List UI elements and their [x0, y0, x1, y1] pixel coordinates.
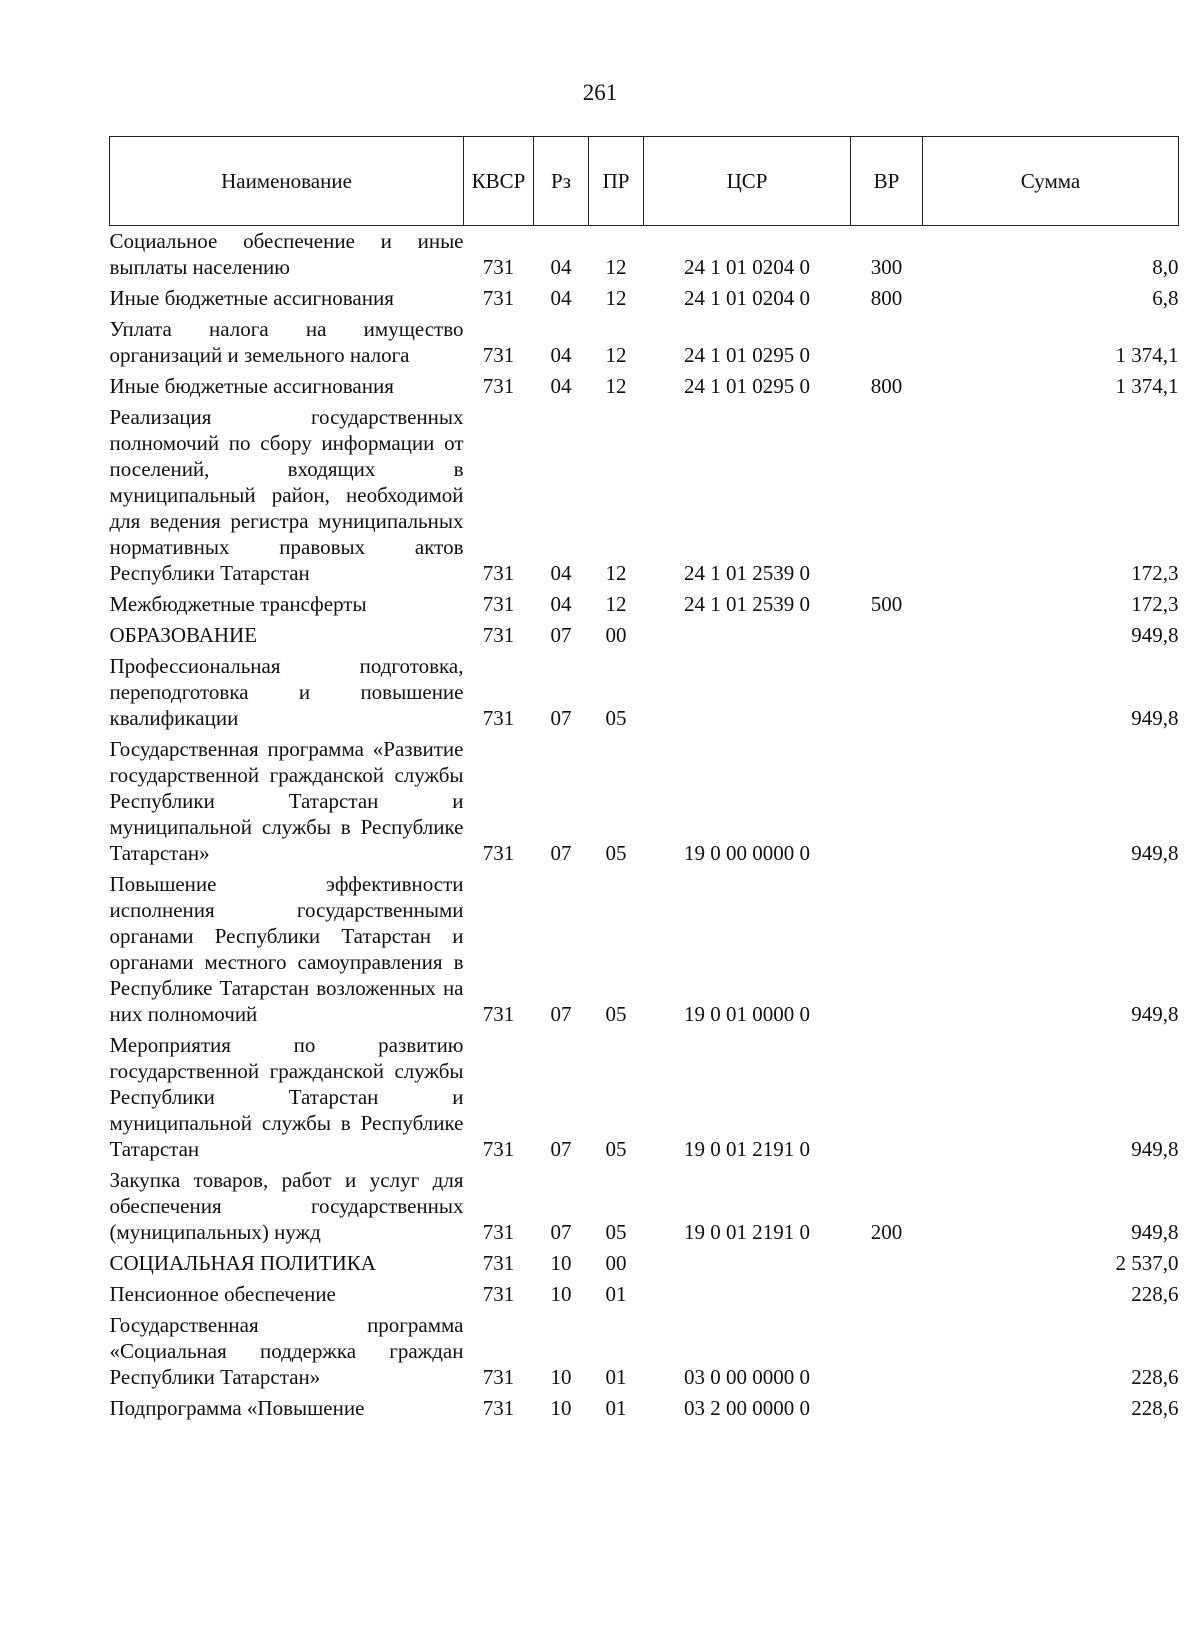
table-body: [110, 226, 1179, 1425]
header-kvsr: КВСР: [464, 137, 534, 226]
cell-rz: 07: [550, 841, 572, 865]
cell-kvsr: 731: [482, 1002, 515, 1026]
cell-kvsr: 731: [482, 374, 515, 398]
cell-name: Государственная программа «Социальная поддержка граждан Республики Татарстан»: [109, 1313, 464, 1389]
cell-vr: [851, 651, 923, 734]
cell-name: СОЦИАЛЬНАЯ ПОЛИТИКА: [109, 1251, 376, 1275]
cell-pr: 00: [605, 1251, 627, 1275]
table-row: [110, 226, 1179, 284]
cell-vr: [851, 314, 923, 371]
cell-csr: 19 0 01 0000 0: [684, 1002, 810, 1026]
cell-kvsr: 731: [482, 706, 515, 730]
cell-kvsr: 731: [482, 1137, 515, 1161]
cell-name: Мероприятия по развитию государственной гражданской службы Республики Татарстан и муниципальной службы в Республике Татарстан: [109, 1033, 464, 1161]
cell-rz: 04: [550, 343, 572, 367]
cell-vr: [851, 402, 923, 589]
cell-vr: 800: [870, 374, 903, 398]
cell-pr: 05: [605, 1220, 627, 1244]
table-row: [110, 1030, 1179, 1165]
cell-name: Социальное обеспечение и иные выплаты населению: [109, 229, 464, 279]
cell-csr: 03 2 00 0000 0: [684, 1396, 810, 1420]
header-vr: ВР: [851, 137, 923, 226]
page-number: 261: [582, 80, 618, 105]
cell-rz: 07: [550, 1137, 572, 1161]
table-row: [110, 1248, 1179, 1279]
cell-rz: 10: [550, 1365, 572, 1389]
cell-rz: 10: [550, 1251, 572, 1275]
cell-pr: 12: [605, 286, 627, 310]
cell-kvsr: 731: [482, 1365, 515, 1389]
cell-sum: 1 374,1: [1115, 343, 1179, 367]
table-row: [110, 869, 1179, 1030]
cell-vr: [851, 620, 923, 651]
header-name: Наименование: [110, 137, 464, 226]
cell-csr: 19 0 00 0000 0: [684, 841, 810, 865]
cell-sum: 949,8: [1131, 1002, 1179, 1026]
cell-vr: 300: [870, 255, 903, 279]
header-sum: Сумма: [923, 137, 1179, 226]
table-row: [110, 734, 1179, 869]
cell-rz: 04: [550, 374, 572, 398]
cell-sum: 8,0: [1152, 255, 1179, 279]
cell-pr: 12: [605, 343, 627, 367]
table-row: [110, 620, 1179, 651]
cell-vr: 200: [870, 1220, 903, 1244]
cell-vr: [851, 1393, 923, 1424]
cell-vr: [851, 1310, 923, 1393]
cell-kvsr: 731: [482, 255, 515, 279]
cell-csr: 24 1 01 0295 0: [684, 343, 810, 367]
cell-kvsr: 731: [482, 1396, 515, 1420]
cell-vr: [851, 1030, 923, 1165]
cell-rz: 07: [550, 1002, 572, 1026]
cell-name: Иные бюджетные ассигнования: [109, 286, 394, 310]
cell-pr: 01: [605, 1282, 627, 1306]
cell-csr: 24 1 01 2539 0: [684, 561, 810, 585]
cell-name: Иные бюджетные ассигнования: [109, 374, 394, 398]
cell-rz: 04: [550, 255, 572, 279]
cell-pr: 05: [605, 1002, 627, 1026]
cell-rz: 07: [550, 706, 572, 730]
cell-sum: 949,8: [1131, 706, 1179, 730]
table-header: [110, 137, 1179, 226]
table-row: [110, 589, 1179, 620]
cell-name: Повышение эффективности исполнения государственными органами Республики Татарстан и органами местного самоуправления в Республике Татарстан возложенных на них полномочий: [109, 872, 464, 1026]
cell-kvsr: 731: [482, 1251, 515, 1275]
cell-csr: 19 0 01 2191 0: [684, 1137, 810, 1161]
cell-vr: [851, 1248, 923, 1279]
budget-table: [109, 136, 1179, 1424]
cell-name: ОБРАЗОВАНИЕ: [109, 623, 258, 647]
cell-csr: [644, 1248, 851, 1279]
cell-sum: 949,8: [1131, 1137, 1179, 1161]
cell-csr: 24 1 01 2539 0: [684, 592, 810, 616]
header-pr: ПР: [589, 137, 644, 226]
cell-sum: 1 374,1: [1115, 374, 1179, 398]
cell-kvsr: 731: [482, 623, 515, 647]
cell-pr: 12: [605, 374, 627, 398]
cell-name: Уплата налога на имущество организаций и земельного налога: [109, 317, 464, 367]
cell-vr: 800: [870, 286, 903, 310]
cell-pr: 12: [605, 561, 627, 585]
cell-kvsr: 731: [482, 1282, 515, 1306]
cell-csr: [644, 620, 851, 651]
cell-pr: 05: [605, 706, 627, 730]
table-row: [110, 283, 1179, 314]
cell-rz: 04: [550, 592, 572, 616]
cell-pr: 00: [605, 623, 627, 647]
cell-csr: [644, 651, 851, 734]
cell-name: Подпрограмма «Повышение: [109, 1396, 365, 1420]
cell-sum: 949,8: [1131, 841, 1179, 865]
header-row: [110, 137, 1179, 226]
table-row: [110, 1279, 1179, 1310]
cell-rz: 07: [550, 623, 572, 647]
cell-sum: 2 537,0: [1115, 1251, 1179, 1275]
table-row: [110, 1310, 1179, 1393]
cell-kvsr: 731: [482, 286, 515, 310]
cell-rz: 04: [550, 286, 572, 310]
cell-csr: 19 0 01 2191 0: [684, 1220, 810, 1244]
cell-sum: 228,6: [1131, 1365, 1179, 1389]
cell-pr: 05: [605, 841, 627, 865]
cell-pr: 12: [605, 592, 627, 616]
cell-rz: 07: [550, 1220, 572, 1244]
cell-csr: [644, 1279, 851, 1310]
cell-name: Пенсионное обеспечение: [109, 1282, 336, 1306]
cell-name: Закупка товаров, работ и услуг для обеспечения государственных (муниципальных) нужд: [109, 1168, 464, 1244]
cell-sum: 172,3: [1131, 592, 1179, 616]
cell-name: Межбюджетные трансферты: [109, 592, 367, 616]
cell-rz: 10: [550, 1282, 572, 1306]
cell-pr: 05: [605, 1137, 627, 1161]
table-row: [110, 1165, 1179, 1248]
cell-kvsr: 731: [482, 841, 515, 865]
table-row: [110, 371, 1179, 402]
header-csr: ЦСР: [644, 137, 851, 226]
cell-sum: 6,8: [1152, 286, 1179, 310]
cell-pr: 01: [605, 1396, 627, 1420]
table-row: [110, 314, 1179, 371]
cell-kvsr: 731: [482, 561, 515, 585]
cell-name: Реализация государственных полномочий по сбору информации от поселений, входящих в муниципальный район, необходимой для ведения регистра муниципальных нормативных правовых актов Республики Татарстан: [109, 405, 464, 585]
cell-csr: 24 1 01 0204 0: [684, 286, 810, 310]
cell-sum: 228,6: [1131, 1282, 1179, 1306]
cell-vr: [851, 869, 923, 1030]
table-row: [110, 651, 1179, 734]
cell-kvsr: 731: [482, 343, 515, 367]
cell-csr: 24 1 01 0295 0: [684, 374, 810, 398]
cell-rz: 10: [550, 1396, 572, 1420]
cell-sum: 172,3: [1131, 561, 1179, 585]
cell-name: Государственная программа «Развитие государственной гражданской службы Республики Татарстан и муниципальной службы в Республике Татарстан»: [109, 737, 464, 865]
cell-csr: 24 1 01 0204 0: [684, 255, 810, 279]
cell-vr: [851, 734, 923, 869]
cell-pr: 01: [605, 1365, 627, 1389]
table-row: [110, 1393, 1179, 1424]
cell-name: Профессиональная подготовка, переподготовка и повышение квалификации: [109, 654, 464, 730]
cell-vr: 500: [870, 592, 903, 616]
cell-kvsr: 731: [482, 1220, 515, 1244]
table-row: [110, 402, 1179, 589]
cell-sum: 949,8: [1131, 1220, 1179, 1244]
cell-vr: [851, 1279, 923, 1310]
cell-kvsr: 731: [482, 592, 515, 616]
cell-csr: 03 0 00 0000 0: [684, 1365, 810, 1389]
header-rz: Рз: [534, 137, 589, 226]
cell-rz: 04: [550, 561, 572, 585]
cell-sum: 949,8: [1131, 623, 1179, 647]
cell-pr: 12: [605, 255, 627, 279]
cell-sum: 228,6: [1131, 1396, 1179, 1420]
